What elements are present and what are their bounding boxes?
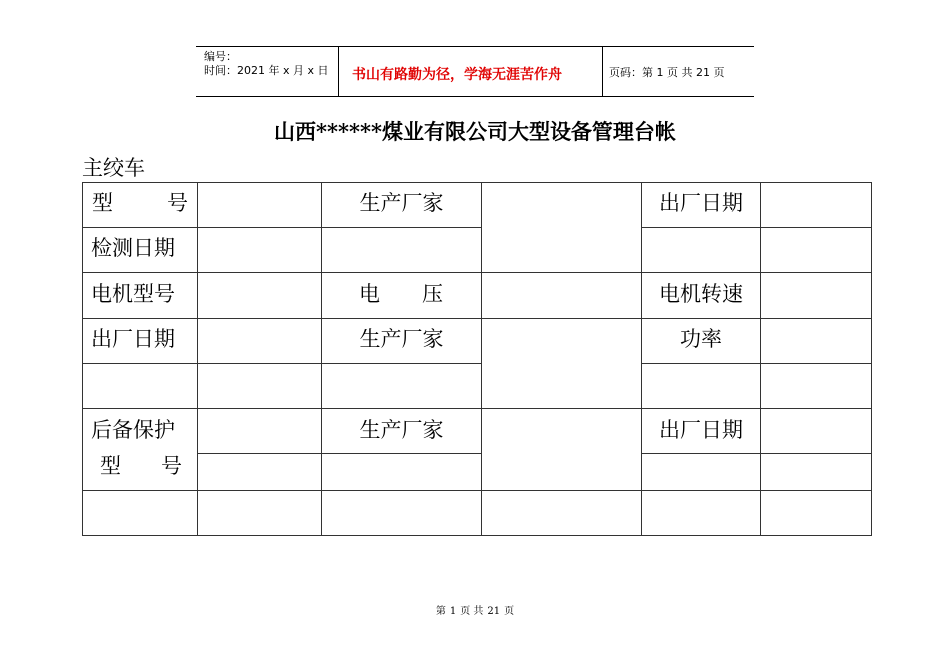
motor-model-label: 电机型号 <box>91 282 175 306</box>
voltage-label-char1: 电 <box>359 282 380 306</box>
page-footer <box>0 602 950 617</box>
document-title: 山西******煤业有限公司大型设备管理台帐 <box>274 119 676 144</box>
row-line <box>82 318 872 319</box>
footer-mid: 页 共 <box>460 606 484 617</box>
page-info: 页码：第 1 页 共 21 页 <box>609 66 725 79</box>
voltage-label <box>359 281 443 307</box>
backup-model-label-char1: 型 <box>100 454 121 478</box>
header-divider-right <box>602 46 603 97</box>
header-top-rule <box>196 46 754 47</box>
manufacture-date-label-3: 出厂日期 <box>659 418 743 442</box>
section-title: 主绞车 <box>82 156 145 180</box>
footer-page-number: 1 <box>449 606 457 617</box>
table-border-right <box>871 182 872 536</box>
footer-suffix: 页 <box>504 606 515 617</box>
model-label-char1: 型 <box>92 191 113 215</box>
backup-protection-label: 后备保护 <box>91 418 175 442</box>
table-border-left <box>82 182 83 536</box>
manufacturer-label-3: 生产厂家 <box>359 418 444 442</box>
row-line <box>82 363 482 364</box>
manufacturer-label: 生产厂家 <box>359 191 444 215</box>
model-label-char2: 号 <box>167 191 188 215</box>
row-line <box>82 408 872 409</box>
row-line <box>641 363 872 364</box>
power-label: 功率 <box>680 327 722 351</box>
header-divider-left <box>338 46 339 97</box>
motor-speed-label: 电机转速 <box>659 282 743 306</box>
row-line <box>641 227 872 228</box>
manufacture-date-label-2: 出厂日期 <box>91 327 175 351</box>
serial-label: 编号： <box>204 50 237 63</box>
column-line <box>321 182 322 536</box>
manufacture-date-label: 出厂日期 <box>659 191 743 215</box>
voltage-label-char2: 压 <box>422 282 443 306</box>
manufacturer-label-2: 生产厂家 <box>359 327 444 351</box>
footer-prefix: 第 <box>435 606 446 617</box>
column-line <box>641 182 642 536</box>
table-border-top <box>82 182 872 183</box>
row-line <box>82 227 482 228</box>
row-line <box>641 453 872 454</box>
column-line <box>197 182 198 536</box>
backup-model-label-char2: 号 <box>161 454 182 478</box>
backup-model-label <box>100 453 182 479</box>
row-line <box>197 453 482 454</box>
row-line <box>82 272 872 273</box>
footer-page-total: 21 <box>487 606 501 617</box>
motto-text: 书山有路勤为径，学海无涯苦作舟 <box>352 67 562 83</box>
model-label <box>92 190 188 216</box>
row-line <box>82 490 872 491</box>
header-bottom-rule <box>196 96 754 97</box>
inspection-date-label: 检测日期 <box>91 236 175 260</box>
column-line <box>481 182 482 536</box>
time-label: 时间：2021 年 x 月 x 日 <box>204 64 329 77</box>
table-border-bottom <box>82 535 872 536</box>
column-line <box>760 182 761 536</box>
